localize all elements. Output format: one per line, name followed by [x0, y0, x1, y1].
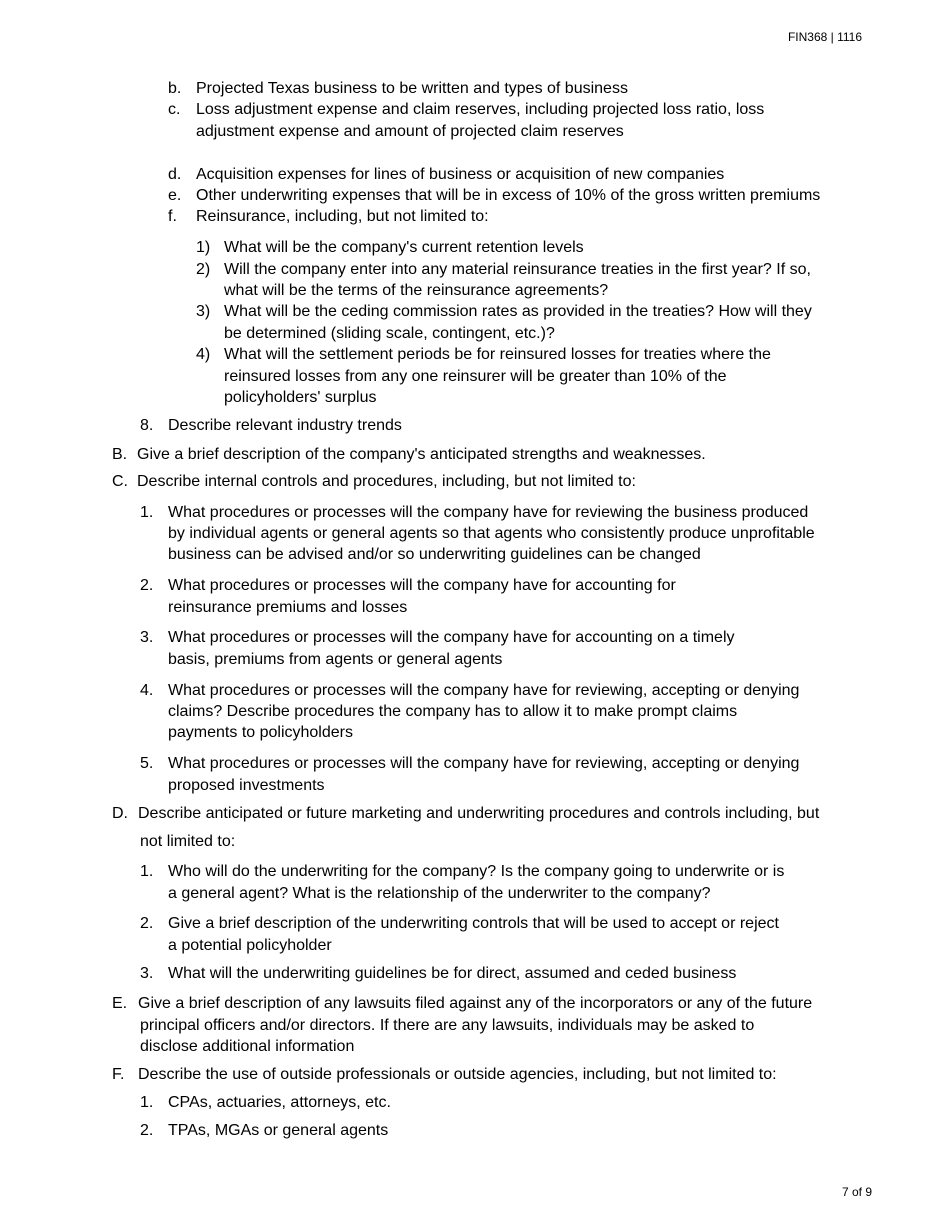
list-marker: 3. — [140, 629, 154, 646]
list-item-text: What will the underwriting guidelines be for direct, assumed and ceded business — [168, 965, 737, 982]
list-item-text: business can be advised and/or so underwriting guidelines can be changed — [168, 546, 701, 563]
list-item-text: What procedures or processes will the company have for accounting for — [168, 577, 676, 594]
list-item-text: What procedures or processes will the company have for reviewing the business produced — [168, 504, 809, 521]
list-item-text: Describe relevant industry trends — [168, 417, 402, 434]
list-marker: 5. — [140, 755, 154, 772]
section-text: Give a brief description of the company's anticipated strengths and weaknesses. — [137, 446, 706, 463]
list-item-text: Give a brief description of the underwriting controls that will be used to accept or reject — [168, 915, 779, 932]
list-marker: 1. — [140, 504, 154, 521]
list-marker: 2. — [140, 577, 154, 594]
section-text: Give a brief description of any lawsuits filed against any of the incorporators or any of the future — [138, 995, 813, 1012]
list-marker: 3) — [196, 303, 211, 320]
list-item-text: a potential policyholder — [168, 937, 332, 954]
list-marker: 8. — [140, 417, 154, 434]
list-item-text: proposed investments — [168, 777, 325, 794]
list-marker: 2. — [140, 915, 154, 932]
list-item-text: TPAs, MGAs or general agents — [168, 1122, 389, 1139]
list-item-text: by individual agents or general agents so that agents who consistently produce unprofitable — [168, 525, 815, 542]
list-item-text: Projected Texas business to be written and types of business — [196, 80, 628, 97]
list-marker: 3. — [140, 965, 154, 982]
list-marker: d. — [168, 166, 182, 183]
list-item-text: Loss adjustment expense and claim reserves, including projected loss ratio, loss — [196, 101, 765, 118]
section-text: Describe anticipated or future marketing and underwriting procedures and controls including, but — [138, 805, 820, 822]
list-marker: c. — [168, 101, 181, 118]
list-item-text: What procedures or processes will the company have for reviewing, accepting or denying — [168, 682, 800, 699]
list-item-text: Acquisition expenses for lines of business or acquisition of new companies — [196, 166, 725, 183]
list-item-text: What will the settlement periods be for reinsured losses for treaties where the — [224, 346, 771, 363]
list-item-text: What procedures or processes will the company have for reviewing, accepting or denying — [168, 755, 800, 772]
section-marker: B. — [112, 446, 128, 463]
list-marker: 2) — [196, 261, 211, 278]
list-marker: 1) — [196, 239, 211, 256]
list-marker: 1. — [140, 1094, 154, 1111]
list-item-text: a general agent? What is the relationship of the underwriter to the company? — [168, 885, 711, 902]
list-marker: b. — [168, 80, 182, 97]
section-marker: F. — [112, 1066, 125, 1083]
list-item-text: payments to policyholders — [168, 724, 353, 741]
section-text: principal officers and/or directors. If there are any lawsuits, individuals may be asked to — [140, 1017, 755, 1034]
list-item-text: Who will do the underwriting for the company? Is the company going to underwrite or is — [168, 863, 785, 880]
document-id: FIN368 | 1116 — [787, 30, 862, 44]
list-item-text: Reinsurance, including, but not limited to: — [196, 208, 489, 225]
list-marker: 1. — [140, 863, 154, 880]
list-item-text: Will the company enter into any material reinsurance treaties in the first year? If so, — [224, 261, 811, 278]
list-item-text: basis, premiums from agents or general agents — [168, 651, 503, 668]
list-item-text: policyholders' surplus — [224, 389, 377, 406]
section-marker: E. — [112, 995, 128, 1012]
list-item-text: Other underwriting expenses that will be in excess of 10% of the gross written premiums — [196, 187, 821, 204]
section-text: not limited to: — [140, 833, 236, 850]
list-item-text: be determined (sliding scale, contingent, etc.)? — [224, 325, 555, 342]
list-marker: 4. — [140, 682, 154, 699]
list-item-text: reinsurance premiums and losses — [168, 599, 408, 616]
page-number: 7 of 9 — [841, 1185, 872, 1199]
section-text: Describe internal controls and procedures, including, but not limited to: — [137, 473, 636, 490]
list-item-text: What will be the company's current retention levels — [224, 239, 584, 256]
list-marker: 4) — [196, 346, 211, 363]
list-item-text: CPAs, actuaries, attorneys, etc. — [168, 1094, 391, 1111]
list-marker: e. — [168, 187, 182, 204]
list-item-text: What procedures or processes will the company have for accounting on a timely — [168, 629, 735, 646]
list-item-text: What will be the ceding commission rates as provided in the treaties? How will they — [224, 303, 812, 320]
list-item-text: claims? Describe procedures the company has to allow it to make prompt claims — [168, 703, 738, 720]
list-item-text: reinsured losses from any one reinsurer will be greater than 10% of the — [224, 368, 727, 385]
section-marker: D. — [112, 805, 128, 822]
list-marker: 2. — [140, 1122, 154, 1139]
list-item-text: adjustment expense and amount of projected claim reserves — [196, 123, 624, 140]
section-marker: C. — [112, 473, 128, 490]
section-text: disclose additional information — [140, 1038, 355, 1055]
section-text: Describe the use of outside professionals or outside agencies, including, but not limited to: — [138, 1066, 777, 1083]
list-item-text: what will be the terms of the reinsurance agreements? — [224, 282, 609, 299]
list-marker: f. — [168, 208, 177, 225]
